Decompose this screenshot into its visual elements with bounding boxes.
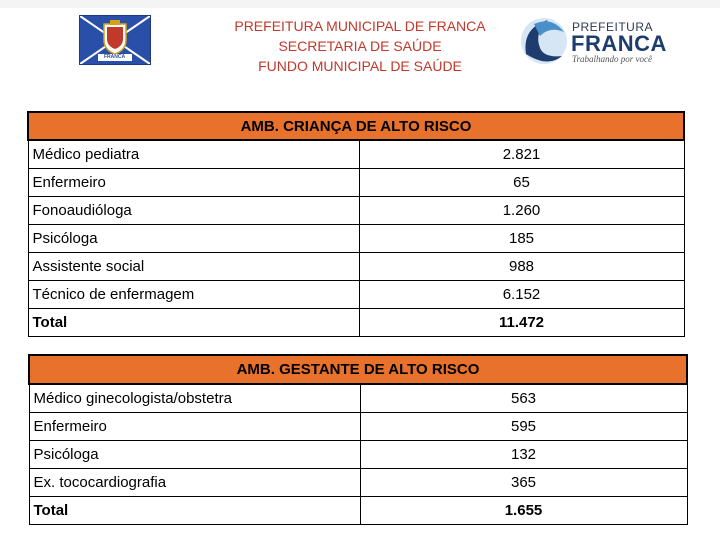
total-label: Total [29,497,360,525]
table-row [28,253,684,281]
table-row [29,469,687,497]
table-crianca-alto-risco [27,111,685,337]
total-row [28,309,684,337]
top-border [0,0,720,8]
header-line-1: PREFEITURA MUNICIPAL DE FRANCA [234,18,486,34]
table-gestante-alto-risco [28,354,688,525]
header [200,16,520,76]
row-label: Psicóloga [28,225,359,253]
row-value: 365 [360,469,687,497]
logo-left-text: FRANCA [104,54,126,60]
table-row [28,281,684,309]
total-row [29,497,687,525]
total-value: 11.472 [359,309,684,337]
row-value: 2.821 [359,140,684,169]
row-label: Psicóloga [29,441,360,469]
table-row [28,197,684,225]
logo-tagline: Trabalhando por você [572,54,652,64]
swirl-icon [518,14,570,68]
row-value: 563 [360,384,687,413]
total-value: 1.655 [360,497,687,525]
logo-prefeitura-text: PREFEITURA [572,20,654,34]
city-flag-logo [79,15,151,65]
table-row [29,413,687,441]
logo-franca-text: FRANCA [571,31,667,56]
row-label: Enfermeiro [28,169,359,197]
table-row [28,140,684,169]
table-row [28,225,684,253]
row-label: Enfermeiro [29,413,360,441]
table1-caption: AMB. CRIANÇA DE ALTO RISCO [28,112,684,140]
row-value: 132 [360,441,687,469]
total-label: Total [28,309,359,337]
table-row [29,441,687,469]
row-value: 65 [359,169,684,197]
prefeitura-franca-logo [518,14,668,68]
row-value: 6.152 [359,281,684,309]
row-label: Assistente social [28,253,359,281]
row-label: Fonoaudióloga [28,197,359,225]
table-row [28,169,684,197]
row-label: Ex. tococardiografia [29,469,360,497]
row-label: Médico pediatra [28,140,359,169]
row-value: 185 [359,225,684,253]
row-label: Técnico de enfermagem [28,281,359,309]
row-label: Médico ginecologista/obstetra [29,384,360,413]
header-line-2: SECRETARIA DE SAÚDE [278,38,442,54]
row-value: 1.260 [359,197,684,225]
header-line-3: FUNDO MUNICIPAL DE SAÚDE [258,58,462,74]
row-value: 988 [359,253,684,281]
row-value: 595 [360,413,687,441]
table-row [29,384,687,413]
table2-caption: AMB. GESTANTE DE ALTO RISCO [29,355,687,384]
